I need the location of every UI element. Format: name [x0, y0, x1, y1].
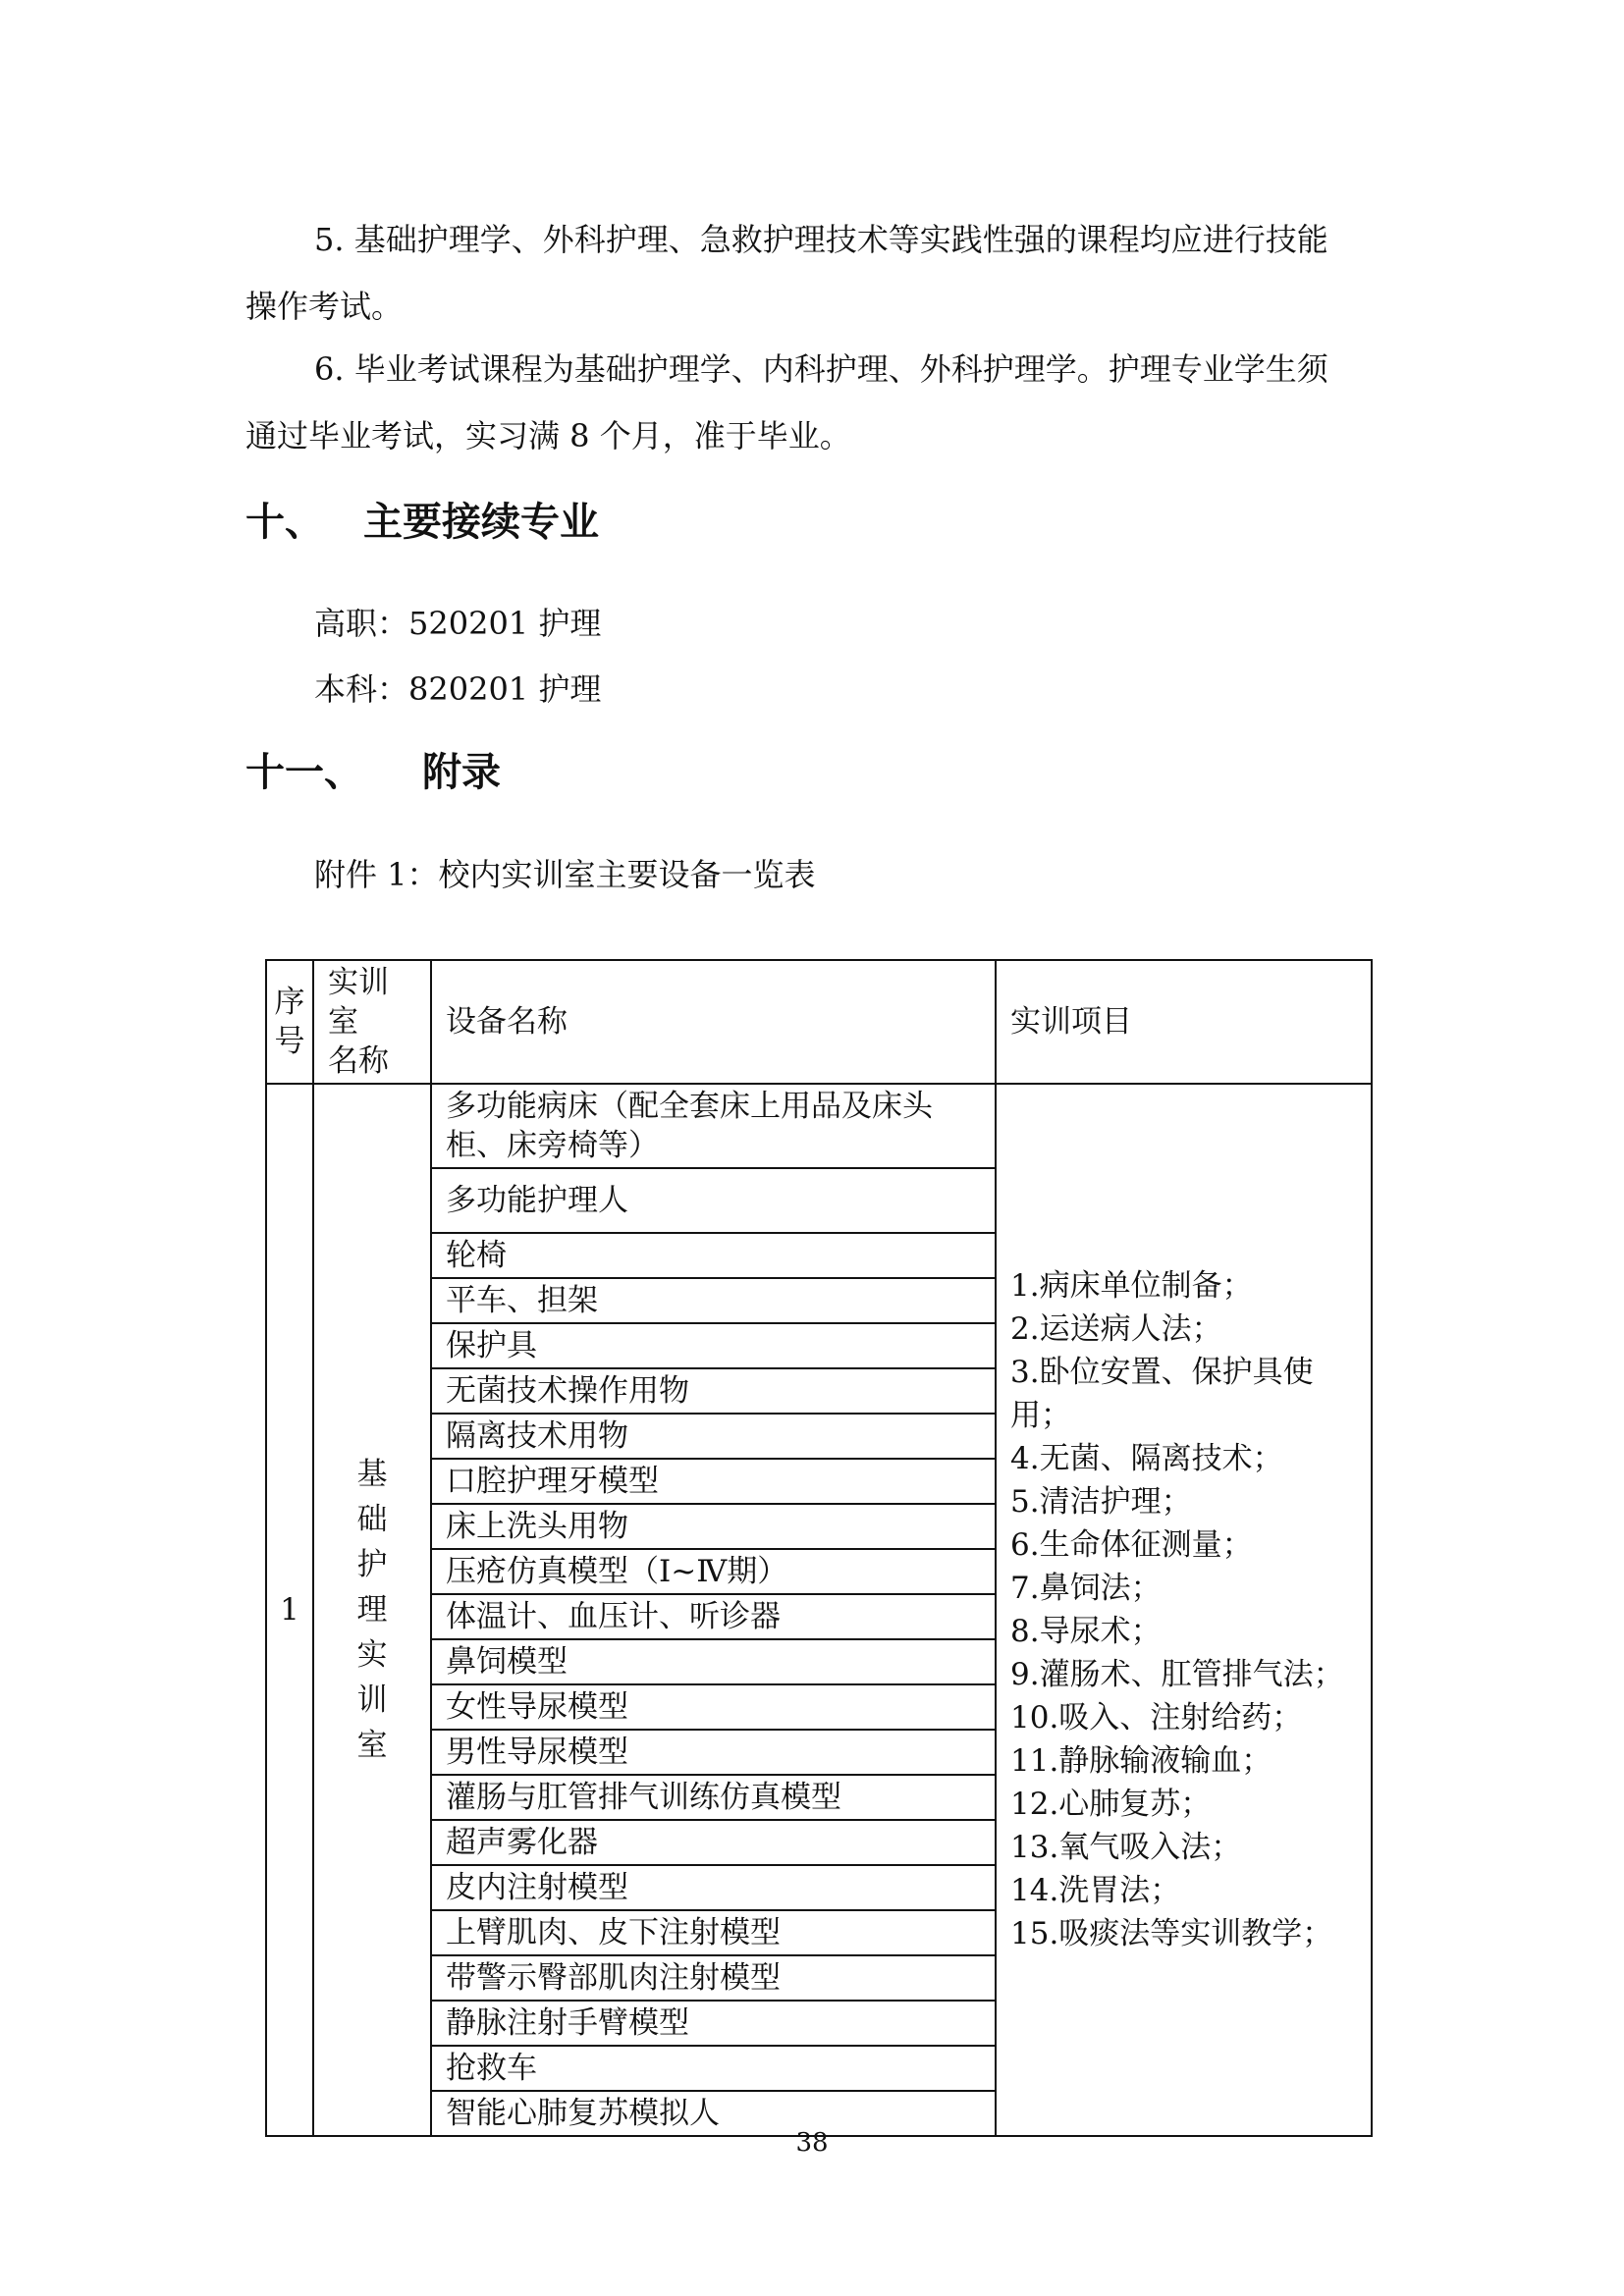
device-cell: 体温计、血压计、听诊器: [431, 1594, 996, 1639]
room-name: 基础护理实训室: [356, 1457, 388, 1763]
table-row: [266, 1084, 1372, 1168]
device-cell: 灌肠与肛管排气训练仿真模型: [431, 1775, 996, 1820]
device-cell: 轮椅: [431, 1233, 996, 1278]
device-cell: 保护具: [431, 1323, 996, 1368]
header-project: 实训项目: [996, 960, 1372, 1084]
device-cell: 平车、担架: [431, 1278, 996, 1323]
header-device: 设备名称: [431, 960, 996, 1084]
device-cell: 智能心肺复苏模拟人: [431, 2091, 996, 2136]
list-item: 7.鼻饲法；: [1010, 1571, 1162, 1606]
device-cell: 床上洗头用物: [431, 1504, 996, 1549]
section-10-number: 十、: [245, 500, 324, 545]
device-cell: 超声雾化器: [431, 1820, 996, 1865]
list-item: 5.清洁护理；: [1010, 1484, 1192, 1520]
list-item: 9.灌肠术、肛管排气法；: [1010, 1657, 1344, 1692]
device-cell: 上臂肌肉、皮下注射模型: [431, 1910, 996, 1955]
page-number: 38: [795, 2128, 829, 2158]
undergraduate-major: 本科：820201 护理: [314, 670, 602, 708]
device-cell: 隔离技术用物: [431, 1414, 996, 1459]
paragraph-5-line-2: 操作考试。: [245, 288, 404, 325]
equipment-table: [265, 959, 1373, 2137]
list-item: 13.氧气吸入法；: [1010, 1830, 1242, 1865]
device-cell: 压疮仿真模型（Ⅰ~Ⅳ期）: [431, 1549, 996, 1594]
list-item: 14.洗胃法；: [1010, 1873, 1181, 1908]
section-11-number: 十一、: [245, 750, 363, 795]
device-cell: 多功能护理人: [431, 1168, 996, 1233]
device-cell: 皮内注射模型: [431, 1865, 996, 1910]
section-11-heading: [245, 741, 501, 797]
list-item: 4.无菌、隔离技术；: [1010, 1441, 1283, 1476]
list-item: 10.吸入、注射给药；: [1010, 1700, 1303, 1735]
room-name-cell: [313, 1084, 431, 2136]
device-cell: 多功能病床（配全套床上用品及床头柜、床旁椅等）: [431, 1084, 996, 1168]
device-cell: 女性导尿模型: [431, 1684, 996, 1730]
list-item: 6.生命体征测量；: [1010, 1527, 1253, 1563]
project-cell: [996, 1084, 1372, 2136]
list-item: 8.导尿术；: [1010, 1614, 1162, 1649]
vocational-major: 高职：520201 护理: [314, 605, 602, 642]
attachment-caption: 附件 1：校内实训室主要设备一览表: [314, 856, 816, 893]
list-item: 3.卧位安置、保护具使用；: [1010, 1355, 1314, 1433]
device-cell: 抢救车: [431, 2046, 996, 2091]
row-number: 1: [266, 1084, 313, 2136]
list-item: 1.病床单位制备；: [1010, 1268, 1253, 1304]
device-cell: 带警示臀部肌肉注射模型: [431, 1955, 996, 2001]
section-10-heading: [245, 491, 599, 547]
device-cell: 鼻饲模型: [431, 1639, 996, 1684]
device-cell: 口腔护理牙模型: [431, 1459, 996, 1504]
device-cell: 无菌技术操作用物: [431, 1368, 996, 1414]
header-no: 序 号: [266, 960, 313, 1084]
project-list: [1010, 1264, 1357, 1955]
device-cell: 男性导尿模型: [431, 1730, 996, 1775]
header-room: 实训室 名称: [313, 960, 431, 1084]
section-11-title: 附录: [422, 750, 501, 795]
device-cell: 静脉注射手臂模型: [431, 2001, 996, 2046]
paragraph-5-line-1: 5. 基础护理学、外科护理、急救护理技术等实践性强的课程均应进行技能: [314, 221, 1328, 258]
list-item: 11.静脉输液输血；: [1010, 1743, 1272, 1779]
paragraph-6-line-2: 通过毕业考试，实习满 8 个月，准于毕业。: [245, 417, 851, 454]
table-header-row: [266, 960, 1372, 1084]
list-item: 12.心肺复苏；: [1010, 1787, 1212, 1822]
list-item: 2.运送病人法；: [1010, 1311, 1222, 1347]
section-10-title: 主要接续专业: [363, 500, 599, 545]
paragraph-6: [245, 336, 1375, 469]
list-item: 15.吸痰法等实训教学；: [1010, 1916, 1333, 1951]
paragraph-5: [245, 206, 1375, 340]
paragraph-6-line-1: 6. 毕业考试课程为基础护理学、内科护理、外科护理学。护理专业学生须: [314, 350, 1328, 388]
